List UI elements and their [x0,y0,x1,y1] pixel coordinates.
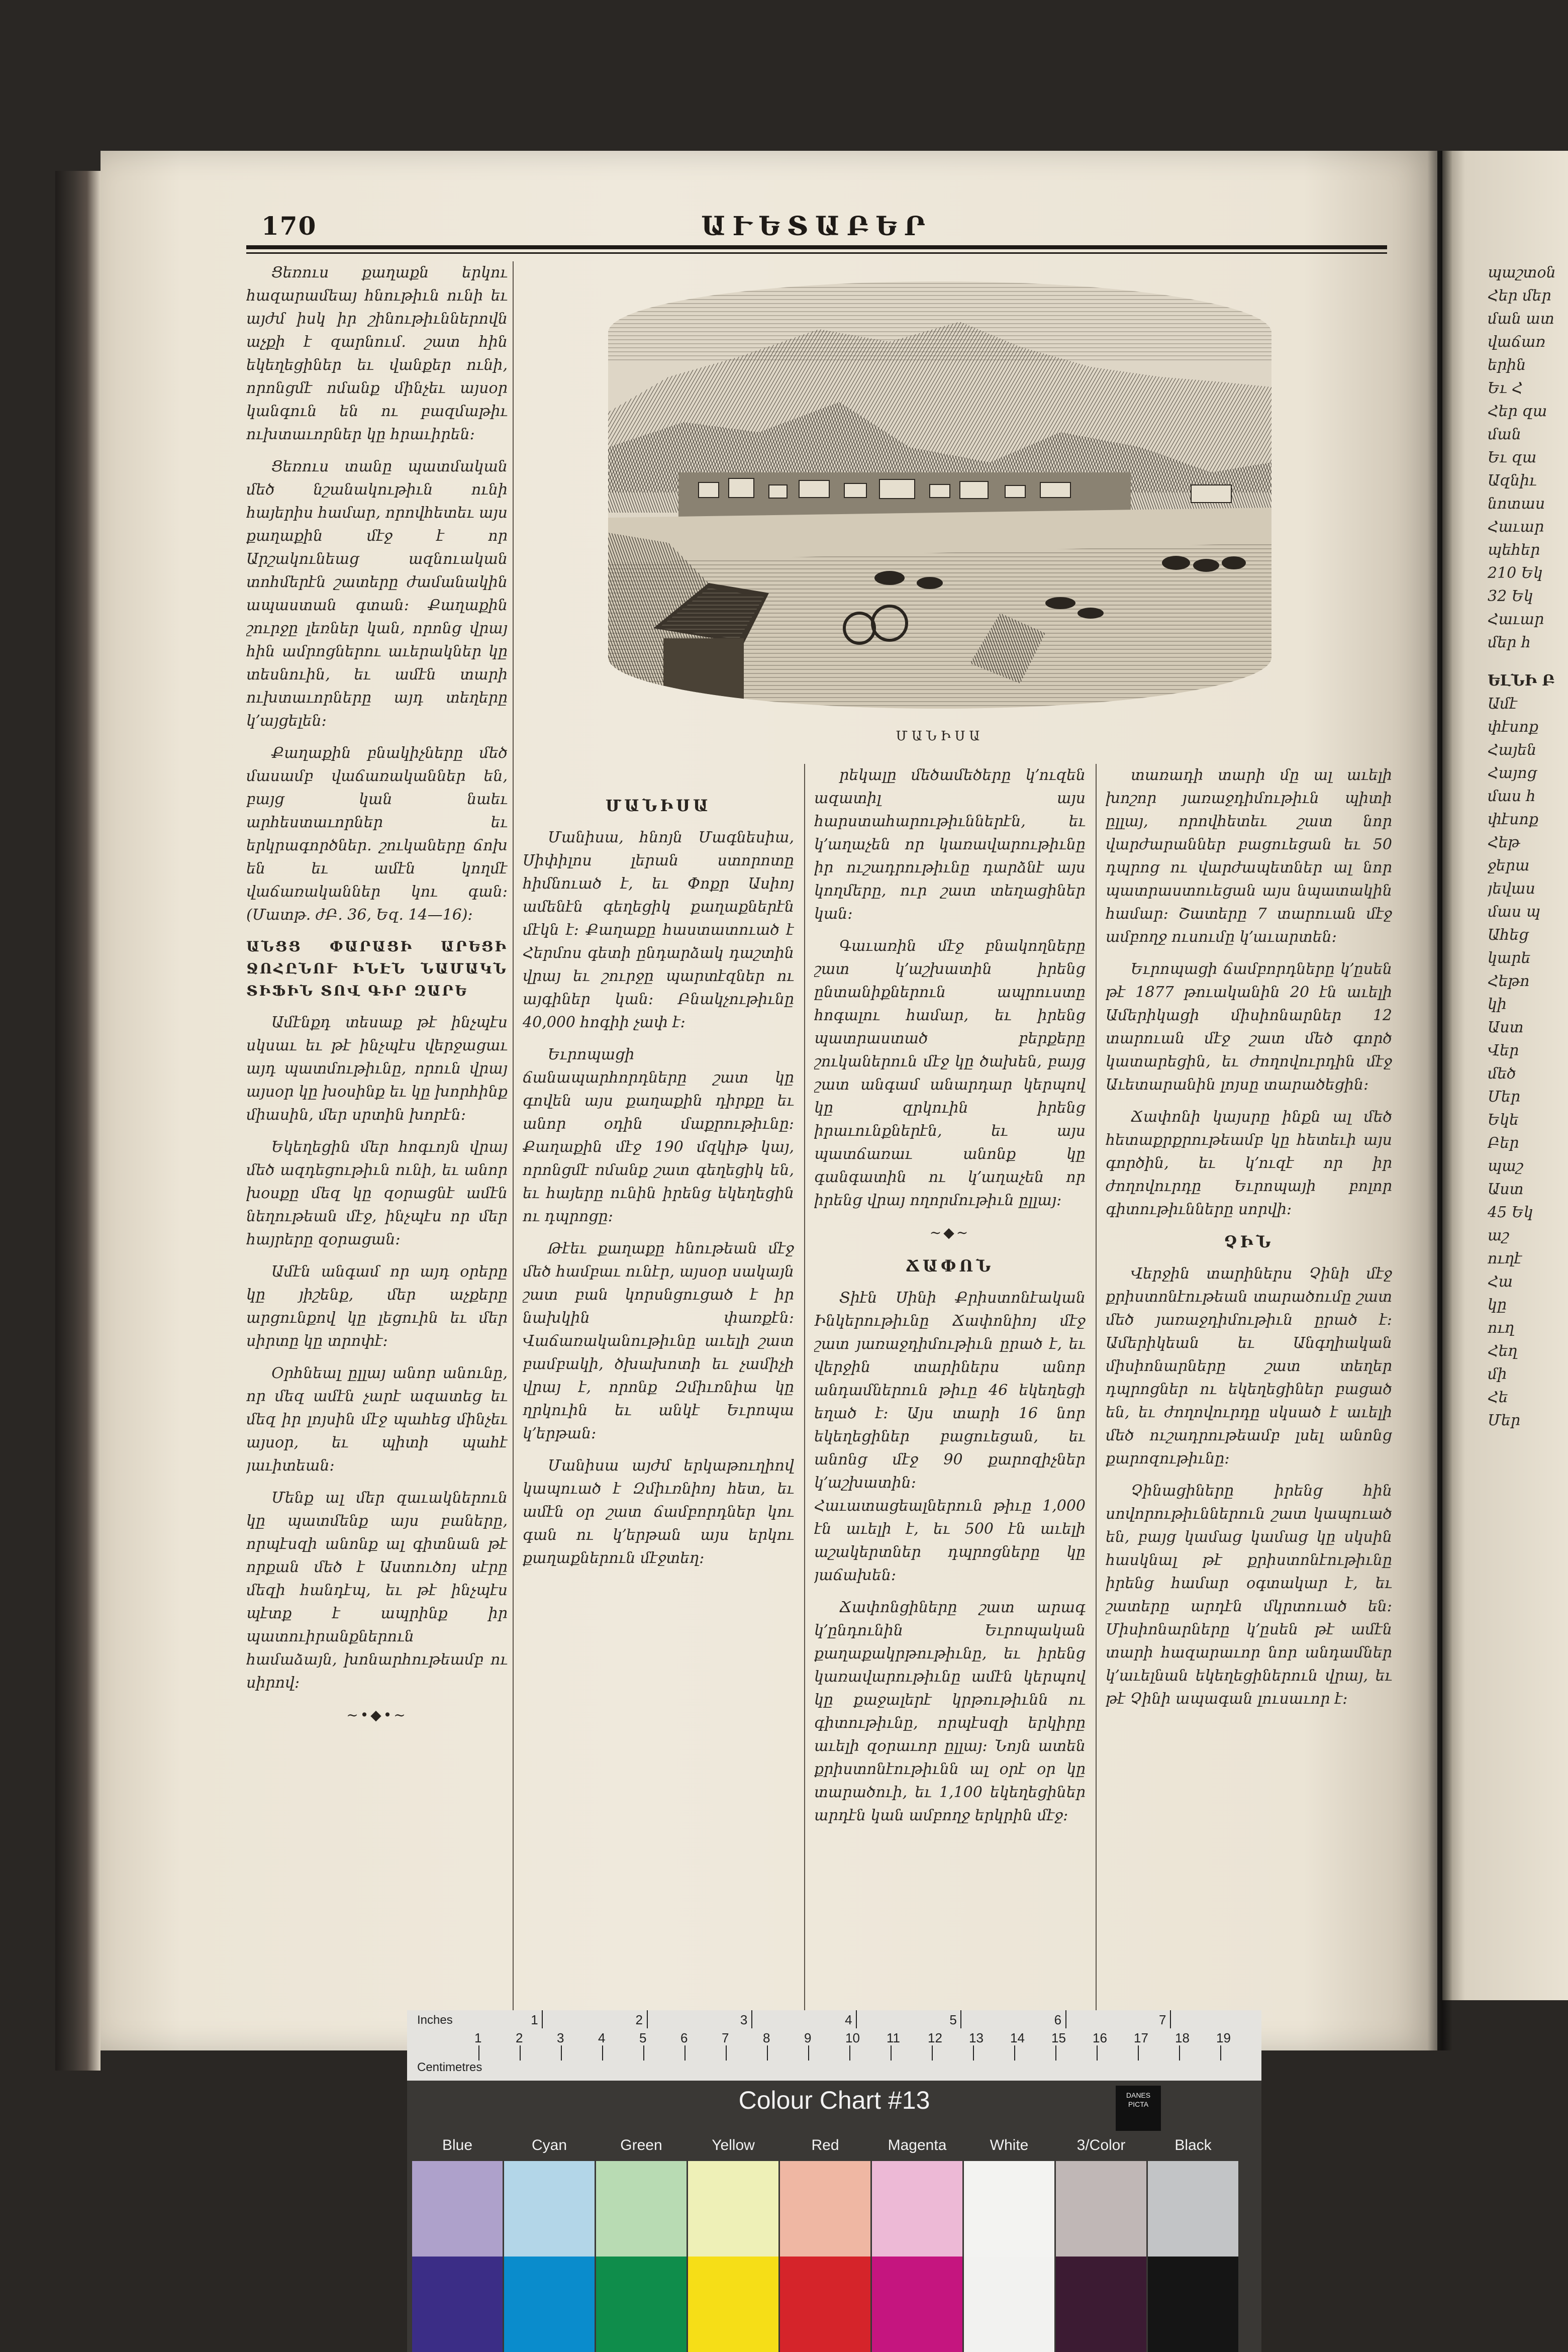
cm-number: 14 [1010,2030,1025,2045]
header-rule-thin [246,252,1387,254]
cm-tick [1138,2045,1139,2061]
swatch-label: Blue [442,2137,473,2153]
cm-tick [973,2045,974,2061]
cm-number: 10 [845,2030,860,2045]
text-fragment: Ամէ [1488,695,1517,713]
paragraph: Գաւառին մէջ բնակողները շատ կ՚աշխատին իրենց ընտանիքներուն ապրուստը հոգալու համար, եւ իրենց պատրաստած բերքերը շուկաներուն մէջ կը ծախեն, բայց շատ անգամ անարդար կերպով կը զրկուին իրենց իրաւունքներէն, եւ այս պատճառաւ անոնք կը գանգատին ու կ՚աղաչեն որ իրենց վրայ ողորմութիւն ըլլայ։ [814,937,1086,1209]
measurement-ruler [407,2010,1261,2081]
paragraph: Վերջին տարիներս Չինի մէջ քրիստոնէութեան տարածումը շատ մեծ յառաջդիմութիւն ըրած է։ Ամերիկեան եւ Անգղիական միսիոնարները շատ տեղեր դպրոցներ ու եկեղեցիներ բացած են, եւ ժողովուրդը սկսած է աւելի մեծ ուշադրութեամբ լսել անոնց քարոզութիւնը։ [1106,1265,1392,1467]
text-fragment: պեհեր [1488,541,1540,559]
inch-number: 5 [949,2012,957,2027]
text-fragment: Հայոց [1488,764,1537,782]
paragraph: Ցեռուս քաղաքն երկու հազարամեայ հնութիւն ունի եւ այժմ իսկ իր շինութիւններովն աչքի է զարնում. շատ հին եկեղեցիներ եւ վանքեր ունի, որոնցմէ ոմանք մինչեւ այսօր կանգուն են ու բազմաթիւ ուխտաւորներ կը հրաւիրեն։ [246,264,508,443]
cm-tick [1014,2045,1015,2061]
swatch-dark [1148,2257,1238,2352]
logo-text: DANES PICTA [1126,2091,1151,2108]
text-fragment: ուղ [1488,1319,1515,1337]
cm-number: 9 [804,2030,812,2045]
text-fragment: մեծ [1488,1065,1516,1083]
article-column-2 [523,794,794,2050]
paragraph: Ճափոնցիները շատ արագ կ՚ընդունին Եւրոպական քաղաքակրթութիւնը, եւ իրենց կառավարութիւնը ամէն կերպով կը քաջալերէ կրթութիւնն ու գիտութիւնը, որպէսզի երկիրը աւելի զօրաւոր ըլլայ։ Նոյն ատեն քրիստոնէութիւնն ալ օրէ օր կը տարածուի, եւ 1,100 եկեղեցիներ արդէն կան ամբողջ երկրին մէջ։ [814,1599,1086,1824]
cm-number: 15 [1051,2030,1066,2045]
paragraph: Ցեռուս տանը պատմական մեծ նշանակութիւն ունի հայերիս համար, որովհետեւ այս քաղաքին մէջ է որ Արշակունեաց ազնուական տոհմերէն շատերը ժամանակին ապաստան գտան։ Քաղաքին շուրջը լեռներ կան, որոնց վրայ հին ամրոցներու աւերակներ կը տեսնուին, եւ ամէն տարի ուխտաւորները այդ տեղերը կ՚այցելեն։ [246,458,508,730]
cm-tick [1220,2045,1221,2061]
text-fragment: կարե [1488,949,1531,967]
text-fragment: ման [1488,426,1521,443]
column-divider [1096,764,1097,2010]
masthead-title: ԱՒԵՏԱԲԵՐ [701,211,932,242]
text-fragment: երին [1488,356,1526,374]
colour-chart-title: Colour Chart #13 [738,2086,930,2114]
text-fragment: Եւ Հ [1488,379,1523,397]
header-rule [246,245,1387,249]
text-fragment: 210 Եկ [1488,564,1543,582]
cm-number: 16 [1093,2030,1107,2045]
swatch-light [412,2161,503,2257]
adjacent-page-text [1488,261,1568,1990]
paragraph: րեկալը մեծամեծերը կ՚ուզեն ազատիլ այս հարստահարութիւններէն, եւ կ՚աղաչեն որ կառավարութիւնը իր ուշադրութիւնը դարձնէ այս կողմերը, ուր շատ տեղացիներ կան։ [814,766,1086,923]
column-divider [804,764,805,2010]
text-fragment: մաս պ [1488,903,1540,921]
cm-number: 17 [1134,2030,1148,2045]
cm-number: 13 [969,2030,984,2045]
paragraph: Եւրոպացի ճանապարհորդները շատ կը գովեն այս քաղաքին դիրքը եւ անոր օդին մաքրութիւնը։ Քաղաքին մէջ 190 մզկիթ կայ, որոնցմէ ոմանք շատ գեղեցիկ են, եւ հայերը ունին իրենց եկեղեցին ու դպրոցը։ [523,1046,794,1225]
cm-tick [478,2045,479,2061]
text-fragment: Մեր [1488,1088,1521,1106]
swatch-label: 3/Color [1076,2137,1126,2153]
cm-number: 18 [1175,2030,1190,2045]
cm-tick [602,2045,603,2061]
paragraph: Թէեւ քաղաքը հնութեան մէջ մեծ համբաւ ունէր, այսօր սակայն շատ բան կորսնցուցած է իր նախկին փառքէն։ Վաճառականութիւնը աւելի շատ բամբակի, ծխախոտի եւ չամիչի վրայ է, որոնք Զմիւռնիա կը ղրկուին եւ անկէ Եւրոպա կ՚երթան։ [523,1240,794,1442]
text-fragment: Աստ [1488,1019,1524,1036]
text-fragment: Եկե [1488,1111,1519,1129]
ornament-divider: ~◆~ [929,1224,970,1241]
text-fragment: մի [1488,1365,1507,1383]
cm-number: 2 [516,2030,523,2045]
inch-number: 1 [531,2012,538,2027]
cm-number: 4 [598,2030,606,2045]
swatch-dark [1056,2257,1146,2352]
cm-tick [1055,2045,1056,2061]
cm-number: 5 [639,2030,647,2045]
paragraph: տառադի տարի մը ալ աւելի խոշոր յառաջդիմութիւն պիտի ըլլայ, որովհետեւ շատ նոր վարժարաններ բացուեցան եւ 50 դպրոց ու վարժապետներ ալ նոր պատրաստուեցան այս նպատակին համար։ Շատերը 7 տարուան մէջ ամբողջ ուսումը կ՚աւարտեն։ [1106,766,1392,946]
illustration-caption: ՄԱՆԻՍԱ [896,729,984,744]
swatch-light [872,2161,962,2257]
text-fragment: ման ատ [1488,310,1554,328]
centimetres-label: Centimetres [417,2061,482,2074]
text-fragment: Աստ [1488,1181,1524,1198]
text-fragment: վաճառ [1488,333,1546,351]
paragraph: Մանիսա, հնոյն Մագնեսիա, Սիփիլոս լերան ստորոտը հիմնուած է, եւ Փոքր Ասիոյ ամենէն գեղեցիկ քաղաքներէն մէկն է։ Քաղաքը հաստատուած է Հերմոս գետի ընդարձակ դաշտին վրայ եւ շուրջը պարտէզներ ու այգիներ կան։ Բնակչութիւնը 40,000 հոգիի չափ է։ [523,829,794,1031]
engraving-illustration [608,281,1271,709]
manisa-landscape-engraving [608,281,1271,709]
cm-tick [932,2045,933,2061]
swatch-light [1056,2161,1146,2257]
swatch-light [964,2161,1054,2257]
page-gutter [1427,151,1452,2050]
text-fragment: կի [1488,996,1507,1013]
text-fragment: Հեր մեր [1488,287,1551,305]
text-fragment: աշ [1488,1227,1509,1244]
text-fragment: 32 Եկ [1488,587,1533,605]
cm-number: 19 [1216,2030,1231,2045]
text-fragment: Հա [1488,1273,1513,1291]
text-fragment: մաս հ [1488,788,1536,805]
article-title: ՄԱՆԻՍԱ [605,796,712,815]
text-fragment: նոտաս [1488,495,1545,513]
swatch-dark [596,2257,687,2352]
cm-tick [561,2045,562,2061]
paragraph: Եկեղեցին մեր հոգւոյն վրայ մեծ ազդեցութիւն ունի, եւ անոր խօսքը մեզ կը զօրացնէ ամէն նեղութեան մէջ, ինչպէս որ մեր հայրերը զօրացան։ [246,1138,508,1248]
swatch-light [1148,2161,1238,2257]
swatch-label: Red [811,2137,839,2153]
cm-number: 1 [474,2030,482,2045]
swatch-light [504,2161,595,2257]
inch-number: 4 [845,2012,852,2027]
cm-number: 12 [928,2030,942,2045]
paragraph: Չինացիները իրենց հին սովորութիւններուն շատ կապուած են, բայց կամաց կամաց կը սկսին հասկնալ թէ քրիստոնէութիւնը իրենց համար օգտակար է, եւ շատերը արդէն մկրտուած են։ Միսիոնարները կ՚ըսեն թէ ամէն տարի հազարաւոր նոր անդամներ կ՚աւելնան եկեղեցիներուն վրայ, եւ թէ Չինի ապագան լուսաւոր է։ [1106,1482,1392,1708]
swatch-dark [964,2257,1054,2352]
cm-number: 8 [763,2030,770,2045]
text-fragment: պաշ [1488,1157,1523,1175]
swatch-light [780,2161,870,2257]
inch-tick [1065,2010,1066,2028]
cm-tick [520,2045,521,2061]
cm-number: 3 [557,2030,564,2045]
text-fragment: Հեթո [1488,972,1530,990]
cm-tick [849,2045,850,2061]
inch-tick [751,2010,752,2028]
swatch-label: Green [620,2137,662,2153]
text-fragment: Հաւար [1488,611,1544,628]
colour-chart-target [407,2010,1261,2352]
swatch-dark [688,2257,778,2352]
page-number: 170 [261,211,317,241]
article-column-1 [246,261,508,2050]
ornament-divider: ~•◆•~ [346,1707,408,1723]
swatch-label: Yellow [712,2137,755,2153]
text-fragment: ուղէ [1488,1250,1522,1267]
text-fragment: 45 Եկ [1488,1204,1533,1221]
paragraph: Ամէնքդ տեսաք թէ ինչպէս սկսաւ եւ թէ ինչպէս վերջացաւ այդ պատմութիւնը, որուն վրայ այսօր կը խօսինք եւ կը խորհինք միասին, մեր սրտին խորէն։ [246,1014,508,1124]
inches-label: Inches [417,2013,453,2027]
book-edge [55,171,101,2071]
cm-tick [726,2045,727,2061]
cm-tick [808,2045,809,2061]
text-fragment: Հայեն [1488,741,1537,759]
inch-tick [542,2010,543,2028]
column-divider [513,261,514,2020]
paragraph: Ամէն անգամ որ այդ օրերը կը յիշենք, մեր աչքերը արցունքով կը լեցուին եւ մեր սիրտը կը տրոփէ։ [246,1263,508,1350]
text-fragment: փէսոք [1488,718,1539,736]
cm-tick [684,2045,685,2061]
inch-tick [1170,2010,1171,2028]
paragraph: Եւրոպացի ճամբորդները կ՚ըսեն թէ 1877 թուականին 20 էն աւելի Ամերիկացի միսիոնարներ 12 տարուան մէջ շատ մեծ գործ կատարեցին, եւ ժողովուրդին մէջ Աւետարանին լոյսը տարածեցին։ [1106,960,1392,1094]
inch-tick [960,2010,961,2028]
text-fragment: ջերա [1488,857,1530,874]
text-fragment: Հե [1488,1389,1508,1406]
text-fragment: Ահեց [1488,926,1529,944]
inch-number: 7 [1158,2012,1166,2027]
text-fragment: պաշտօն [1488,264,1556,281]
paragraph: Օրհնեալ ըլլայ անոր անունը, որ մեզ ամէն չարէ ազատեց եւ մեզ իր լոյսին մէջ պահեց մինչեւ այսօր, եւ պիտի պահէ յաւիտեան։ [246,1364,508,1475]
paragraph: Ճափոնի կայսրը ինքն ալ մեծ հետաքրքրութեամբ կը հետեւի այս գործին, եւ կ՚ուզէ որ իր ժողովուրդը Եւրոպայի բոլոր գիտութիւնները սորվի։ [1106,1108,1392,1218]
danes-picta-logo [1116,2086,1161,2131]
article-subhead: ԱՆՑՑ ՓԱՐԱՑԻ ԱՐԵՑԻ ՋՈՀԸՆՈՒ ԻՆԷՆ ՆԱՄԱԿՆ ՏԻՖԻՆ ՏՈՎ ԳԻՐ ԶԱՐԵ [246,938,508,999]
swatch-label: White [990,2137,1029,2153]
swatch-dark [872,2257,962,2352]
paragraph: Քաղաքին բնակիչները մեծ մասամբ վաճառականներ են, բայց կան նաեւ արհեստաւորներ եւ երկրագործներ. շուկաները ճոխ են եւ ամէն կողմէ վաճառականներ կու գան։ (Մատթ. ժԲ. 36, Եզ. 14—16)։ [246,744,508,924]
inch-tick [856,2010,857,2028]
inch-number: 2 [635,2012,643,2027]
article-column-4 [1106,764,1392,2050]
cm-tick [767,2045,768,2061]
paragraph: Մենք ալ մեր զաւակներուն կը պատմենք այս բաները, որպէսզի անոնք ալ գիտնան թէ որքան մեծ է Աստուծոյ սէրը մեզի հանդէպ, եւ թէ ինչպէս պէտք է ապրինք իր պատուիրանքներուն համաձայն, խոնարհութեամբ ու սիրով։ [246,1489,508,1692]
cm-number: 11 [887,2030,900,2045]
text-fragment: յեվաս [1488,880,1535,898]
cm-number: 7 [722,2030,729,2045]
inch-tick [647,2010,648,2028]
article-title: ՉԻՆ [1224,1232,1274,1251]
cm-tick [1179,2045,1180,2061]
cm-tick [643,2045,644,2061]
swatch-light [688,2161,778,2257]
paragraph: Տիէն Սինի Քրիստոնէական Ինկերութիւնը Ճափոնիոյ մէջ շատ յառաջդիմութիւն ըրած է, եւ վերջին տարիներս անոր անդամներուն թիւը 46 եկեղեցի եղած է։ Այս տարի 16 նոր եկեղեցիներ բացուեցան, եւ անոնց մէջ 90 քարոզիչներ կ՚աշխատին։ Հաւատացեալներուն թիւը 1,000 էն աւելի է, եւ 500 էն աւելի աշակերտներ դպրոցները կը յաճախեն։ [814,1289,1086,1584]
text-fragment: Հեղ [1488,1342,1518,1360]
text-fragment: Հաւար [1488,518,1544,536]
text-fragment: Մեր [1488,1412,1521,1429]
text-fragment: Ազնիւ [1488,472,1537,489]
inch-number: 3 [740,2012,748,2027]
swatch-dark [780,2257,870,2352]
text-fragment: ԵԼՆԻ Բ [1488,672,1555,690]
swatch-label: Cyan [531,2137,567,2153]
paragraph: Մանիսա այժմ երկաթուղիով կապուած է Զմիւռնիոյ հետ, եւ ամէն օր շատ ճամբորդներ կու գան ու կ՚երթան այս երկու քաղաքներուն մէջտեղ։ [523,1457,794,1567]
swatch-light [596,2161,687,2257]
text-fragment: Եւ զա [1488,449,1537,466]
article-title: ՃԱՓՈՆ [906,1256,994,1276]
text-fragment: մեր հ [1488,634,1531,651]
swatch-label: Black [1174,2137,1212,2153]
article-column-3 [814,764,1086,2050]
cm-tick [1097,2045,1098,2061]
cm-number: 6 [680,2030,688,2045]
swatch-dark [412,2257,503,2352]
swatch-dark [504,2257,595,2352]
cm-tick [891,2045,892,2061]
text-fragment: Վեր [1488,1042,1519,1059]
text-fragment: փէսոք [1488,811,1539,828]
inch-number: 6 [1054,2012,1062,2027]
page-header [246,211,1387,246]
swatch-label: Magenta [888,2137,947,2153]
text-fragment: կը [1488,1296,1507,1314]
text-fragment: Հեր զա [1488,403,1547,420]
text-fragment: Բեր [1488,1134,1519,1152]
text-fragment: Հեթ [1488,834,1520,851]
